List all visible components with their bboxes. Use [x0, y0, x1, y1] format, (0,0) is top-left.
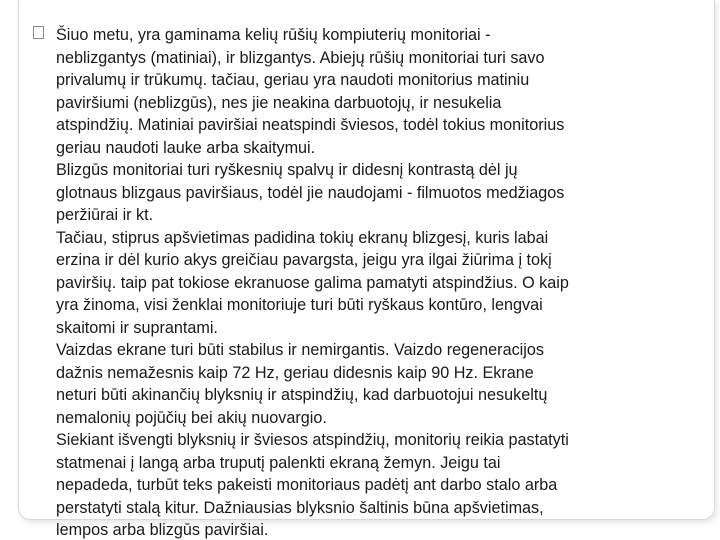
text-line: privalumų ir trūkumų. tačiau, geriau yra naudoti monitorius matiniu	[56, 71, 530, 89]
text-line: paviršiumi (neblizgūs), nes jie neakina darbuotojų, ir nesukelia	[56, 93, 502, 112]
text-line: statmenai į langą arba truputį palenkti ekraną žemyn. Jeigu tai	[56, 453, 501, 472]
text-line: Blizgūs monitoriai turi ryškesnių spalvų ir didesnį kontrastą dėl jų	[56, 161, 518, 179]
text-line: atspindžių. Matiniai paviršiai neatspindi šviesos, todėl tokius monitorius	[56, 116, 565, 134]
text-line: peržiūrai ir kt.	[56, 206, 154, 224]
text-line: Siekiant išvengti blyksnių ir šviesos atspindžių, monitorių reikia pastatyti	[56, 431, 569, 449]
body-text	[56, 24, 706, 540]
text-line: geriau naudoti lauke arba skaitymui.	[56, 138, 316, 157]
text-line: glotnaus blizgaus paviršiaus, todėl jie naudojami - filmuotos medžiagos	[56, 183, 565, 202]
text-line: lempos arba blizgūs paviršiai.	[56, 521, 269, 539]
text-line: neturi būti akinančių blyksnių ir atspindžių, kad darbuotojui nesukeltų	[56, 386, 548, 404]
text-line: erzina ir dėl kurio akys greičiau pavargsta, jeigu yra ilgai žiūrima į tokį	[56, 251, 552, 269]
text-line: Šiuo metu, yra gaminama kelių rūšių kompiuterių monitoriai -	[56, 26, 491, 44]
text-line: skaitomi ir suprantami.	[56, 318, 218, 337]
text-line: nepadeda, turbūt teks pakeisti monitoriaus padėtį ant darbo stalo arba	[56, 476, 558, 494]
text-line: dažnis nemažesnis kaip 72 Hz, geriau didesnis kaip 90 Hz. Ekrane	[56, 363, 534, 382]
missing-glyph-bullet-icon	[33, 26, 44, 39]
text-line: yra žinoma, visi ženklai monitoriuje turi būti ryškaus kontūro, lengvai	[56, 296, 543, 314]
text-line: neblizgantys (matiniai), ir blizgantys. Abiejų rūšių monitoriai turi savo	[56, 48, 545, 67]
text-line: paviršių. taip pat tokiose ekranuose galima pamatyti atspindžius. O kaip	[56, 273, 569, 292]
text-line: Vaizdas ekrane turi būti stabilus ir nemirgantis. Vaizdo regeneracijos	[56, 341, 544, 359]
text-line: nemalonių pojūčių bei akių nuovargio.	[56, 408, 327, 427]
text-line: Tačiau, stiprus apšvietimas padidina tokių ekranų blizgesį, kuris labai	[56, 228, 549, 247]
text-line: perstatyti stalą kitur. Dažniausias blyksnio šaltinis būna apšvietimas,	[56, 498, 544, 517]
